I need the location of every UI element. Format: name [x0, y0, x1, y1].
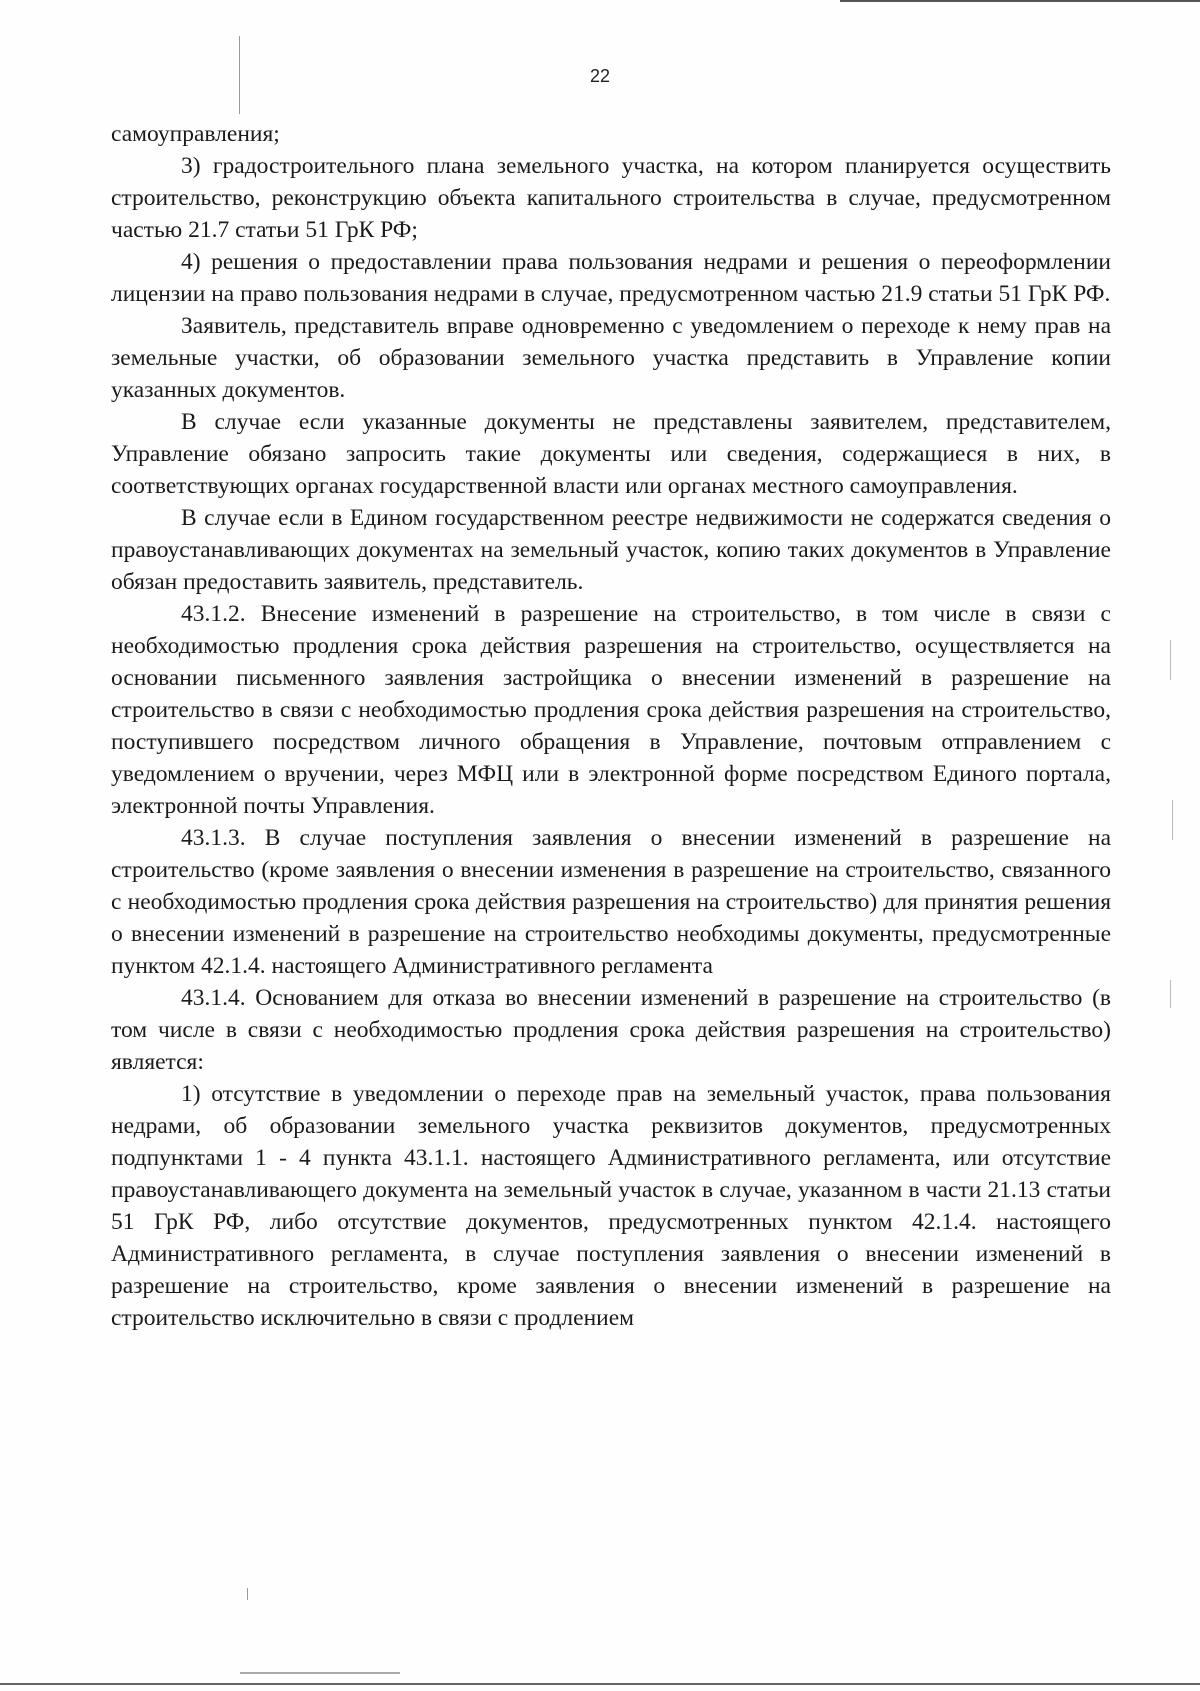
paragraph-43-1-4: 43.1.4. Основанием для отказа во внесении изменений в разрешение на строительство (в том числе в связи с необходимостью продления срока действия разрешения на строительство) является: [111, 985, 1111, 1075]
paragraph-43-1-3: 43.1.3. В случае поступления заявления о внесении изменений в разрешение на строительство (кроме заявления о внесении изменения в разрешение на строительство, связанного с необходимостью продления срока действия разрешения на строительство) для принятия решения о внесении изменений в разрешение на строительство необходимы документы, предусмотренные пунктом 42.1.4. настоящего Административного регламента [111, 825, 1111, 979]
paragraph-item-4: 4) решения о предоставлении права пользования недрами и решения о переоформлении лицензии на право пользования недрами в случае, предусмотренном частью 21.9 статьи 51 ГрК РФ. [111, 249, 1111, 307]
scan-speck [1172, 800, 1173, 840]
scan-speck [1170, 640, 1171, 680]
paragraph-item-3: 3) градостроительного плана земельного участка, на котором планируется осуществить строительство, реконструкцию объекта капитального строительства в случае, предусмотренном частью 21.7 статьи 51 ГрК РФ; [111, 153, 1111, 243]
scan-speck [247, 1588, 248, 1600]
scan-edge-bottom [0, 1683, 1200, 1685]
paragraph-applicant: Заявитель, представитель вправе одновременно с уведомлением о переходе к нему прав на земельные участки, об образовании земельного участка представить в Управление копии указанных документов. [111, 313, 1111, 403]
paragraph-43-1-2: 43.1.2. Внесение изменений в разрешение на строительство, в том числе в связи с необходимостью продления срока действия разрешения на строительство, осуществляется на основании письменного заявления застройщика о внесении изменений в разрешение на строительство в связи с необходимостью продления срока действия разрешения на строительство, поступившего посредством личного обращения в Управление, почтовым отправлением с уведомлением о вручении, через МФЦ или в электронной форме посредством Единого портала, электронной почты Управления. [111, 601, 1111, 819]
paragraph-request-docs: В случае если указанные документы не представлены заявителем, представителем, Управление обязано запросить такие документы или сведения, содержащиеся в них, в соответствующих органах государственной власти или органах местного самоуправления. [111, 409, 1111, 499]
page-number: 22 [589, 66, 611, 86]
paragraph-continuation: самоуправления; [111, 121, 280, 147]
document-body [111, 118, 1111, 1334]
scan-edge-top [840, 0, 1200, 2]
paragraph-registry: В случае если в Едином государственном реестре недвижимости не содержатся сведения о правоустанавливающих документах на земельный участок, копию таких документов в Управление обязан предоставить заявитель, представитель. [111, 505, 1111, 595]
scan-speck [240, 1672, 400, 1674]
scan-speck [1170, 980, 1171, 1008]
paragraph-item-1: 1) отсутствие в уведомлении о переходе прав на земельный участок, права пользования недрами, об образовании земельного участка реквизитов документов, предусмотренных подпунктами 1 - 4 пункта 43.1.1. настоящего Административного регламента, или отсутствие правоустанавливающего документа на земельный участок в случае, указанном в части 21.13 статьи 51 ГрК РФ, либо отсутствие документов, предусмотренных пунктом 42.1.4. настоящего Административного регламента, в случае поступления заявления о внесении изменений в разрешение на строительство, кроме заявления о внесении изменений в разрешение на строительство исключительно в связи с продлением [111, 1081, 1111, 1331]
